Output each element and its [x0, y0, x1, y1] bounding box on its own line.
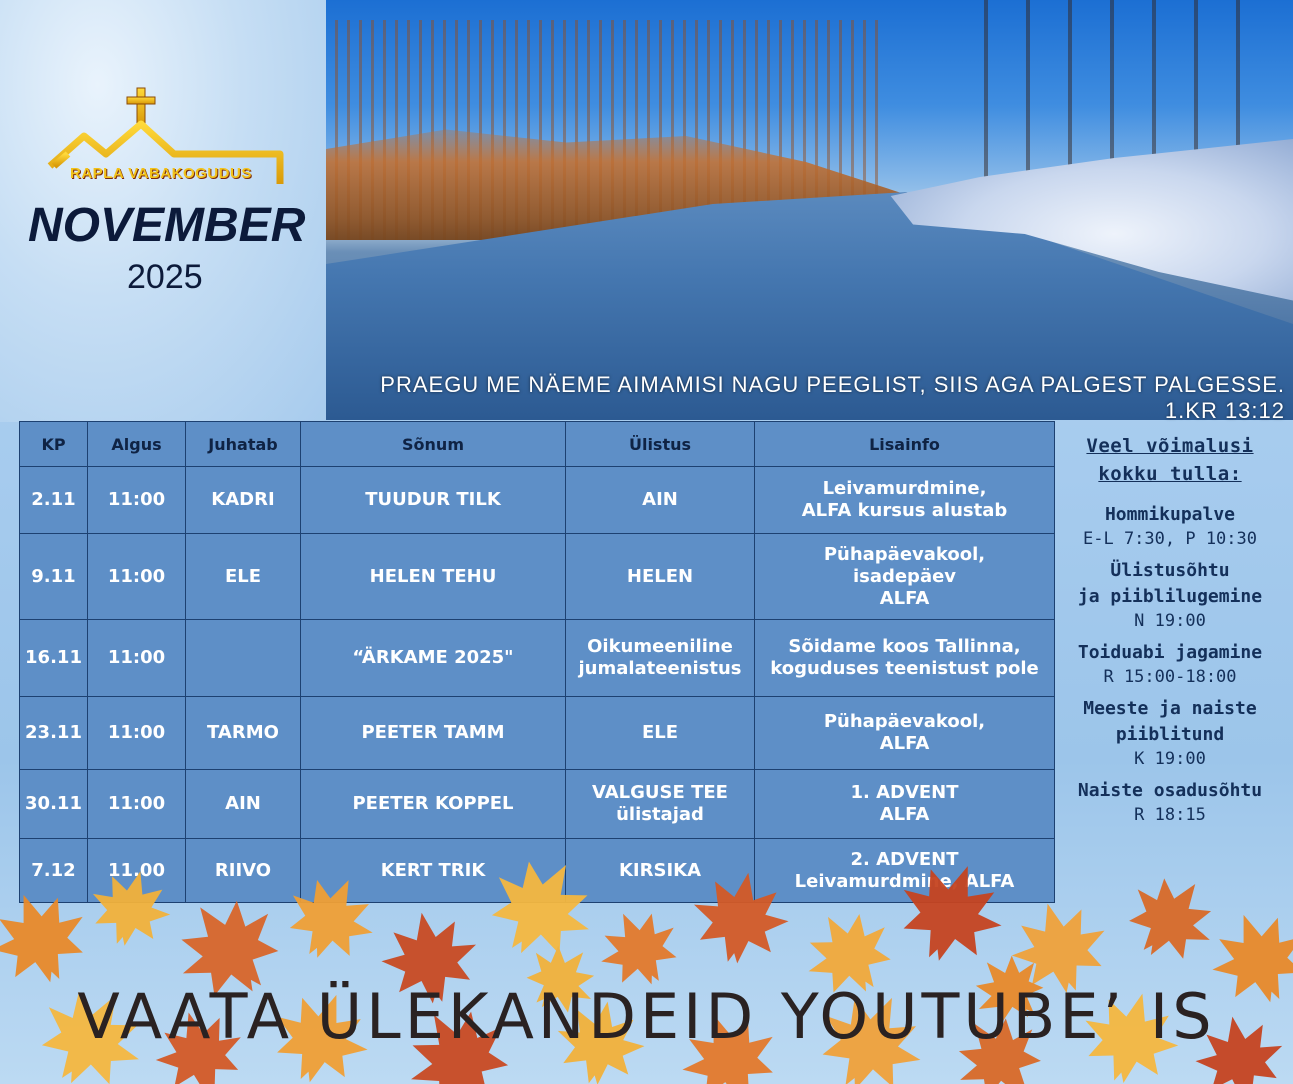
event-item — [1062, 558, 1278, 632]
event-title: Hommikupalve — [1104, 504, 1236, 525]
lisainfo-line: ALFA — [879, 587, 930, 609]
month-title: NOVEMBER — [28, 199, 306, 252]
cell-juhatab: KADRI — [186, 467, 301, 534]
other-events-panel — [1062, 432, 1278, 834]
table-row — [20, 620, 1055, 697]
cell-ulistus: ELE — [566, 697, 755, 770]
event-title: Meeste ja naiste — [1083, 698, 1257, 719]
cell-lisainfo — [755, 697, 1055, 770]
lisainfo-line: Pühapäevakool, — [823, 711, 986, 732]
cell-lisainfo — [755, 467, 1055, 534]
header-lisainfo: Lisainfo — [755, 422, 1055, 467]
cell-algus: 11:00 — [88, 620, 186, 697]
event-time: N 19:00 — [1134, 611, 1206, 631]
cell-kp: 9.11 — [20, 534, 88, 620]
header-kp: KP — [20, 422, 88, 467]
ulistus-line: Oikumeeniline — [587, 636, 733, 657]
event-title: Toiduabi jagamine — [1077, 642, 1263, 663]
lisainfo-line: isadepäev — [852, 565, 957, 587]
event-item — [1062, 502, 1278, 550]
cell-algus: 11:00 — [88, 467, 186, 534]
cell-ulistus: AIN — [566, 467, 755, 534]
cell-kp: 16.11 — [20, 620, 88, 697]
cell-kp: 7.12 — [20, 839, 88, 903]
cell-sonum: KERT TRIK — [301, 839, 566, 903]
event-time: K 19:00 — [1134, 749, 1206, 769]
year-title: 2025 — [127, 258, 203, 296]
cell-lisainfo — [755, 620, 1055, 697]
bible-verse: PRAEGU ME NÄEME AIMAMISI NAGU PEEGLIST, SIIS AGA PALGEST PALGESSE. 1.KR 13:12 — [380, 372, 1285, 423]
cell-ulistus: KIRSIKA — [566, 839, 755, 903]
cell-juhatab: RIIVO — [186, 839, 301, 903]
ulistus-line: VALGUSE TEE — [592, 782, 728, 803]
table-row — [20, 697, 1055, 770]
lisainfo-line: ALFA — [879, 804, 930, 825]
event-title: ja piiblilugemine — [1077, 586, 1263, 607]
lisainfo-line: koguduses teenistust pole — [770, 658, 1039, 679]
header-ulistus: Ülistus — [566, 422, 755, 467]
header-juhatab: Juhatab — [186, 422, 301, 467]
cell-kp: 2.11 — [20, 467, 88, 534]
cell-algus: 11:00 — [88, 534, 186, 620]
lisainfo-line: ALFA kursus alustab — [801, 500, 1008, 521]
logo-text: RAPLA VABAKOGUDUS — [70, 165, 252, 182]
cell-juhatab — [186, 620, 301, 697]
cell-lisainfo — [755, 534, 1055, 620]
lisainfo-line: ALFA — [879, 733, 930, 754]
cell-sonum: HELEN TEHU — [301, 534, 566, 620]
lisainfo-line: Pühapäevakool, — [823, 543, 986, 565]
table-header-row — [20, 422, 1055, 467]
youtube-banner: VAATA ÜLEKANDEID YOUTUBE’ IS — [77, 980, 1216, 1053]
header-sonum: Sõnum — [301, 422, 566, 467]
cell-juhatab: AIN — [186, 770, 301, 839]
ulistus-line: jumalateenistus — [578, 658, 742, 679]
lisainfo-line: Leivamurdmine, — [822, 478, 987, 499]
cell-algus: 11:00 — [88, 770, 186, 839]
cell-ulistus: HELEN — [566, 534, 755, 620]
event-item — [1062, 778, 1278, 826]
event-title: Ülistusõhtu — [1110, 560, 1230, 581]
cell-ulistus — [566, 770, 755, 839]
event-time: R 15:00-18:00 — [1103, 667, 1237, 687]
cell-kp: 23.11 — [20, 697, 88, 770]
cell-algus: 11:00 — [88, 697, 186, 770]
schedule-table — [19, 421, 1055, 903]
cell-sonum: PEETER KOPPEL — [301, 770, 566, 839]
ulistus-line: ülistajad — [616, 804, 704, 825]
heading-line: kokku tulla: — [1098, 463, 1242, 485]
cell-sonum: TUUDUR TILK — [301, 467, 566, 534]
heading-line: Veel võimalusi — [1086, 435, 1254, 457]
lisainfo-line: 1. ADVENT — [850, 782, 959, 803]
event-item — [1062, 640, 1278, 688]
lisainfo-line: Leivamurdmine, ALFA — [794, 870, 1015, 892]
lisainfo-line: Sõidame koos Tallinna, — [788, 636, 1021, 657]
cell-sonum: PEETER TAMM — [301, 697, 566, 770]
event-title: Naiste osadusõhtu — [1077, 780, 1263, 801]
other-events-heading — [1062, 432, 1278, 488]
event-title: piiblitund — [1115, 724, 1225, 745]
event-time: E-L 7:30, P 10:30 — [1083, 529, 1257, 549]
cell-juhatab: ELE — [186, 534, 301, 620]
header-algus: Algus — [88, 422, 186, 467]
cell-algus: 11.00 — [88, 839, 186, 903]
cell-ulistus — [566, 620, 755, 697]
table-row — [20, 467, 1055, 534]
table-row — [20, 770, 1055, 839]
table-row — [20, 534, 1055, 620]
event-time: R 18:15 — [1134, 805, 1206, 825]
event-item — [1062, 696, 1278, 770]
lisainfo-line: 2. ADVENT — [850, 848, 959, 870]
landscape-photo — [326, 0, 1293, 420]
cell-lisainfo — [755, 770, 1055, 839]
cell-juhatab: TARMO — [186, 697, 301, 770]
cell-kp: 30.11 — [20, 770, 88, 839]
cell-sonum: “ÄRKAME 2025" — [301, 620, 566, 697]
